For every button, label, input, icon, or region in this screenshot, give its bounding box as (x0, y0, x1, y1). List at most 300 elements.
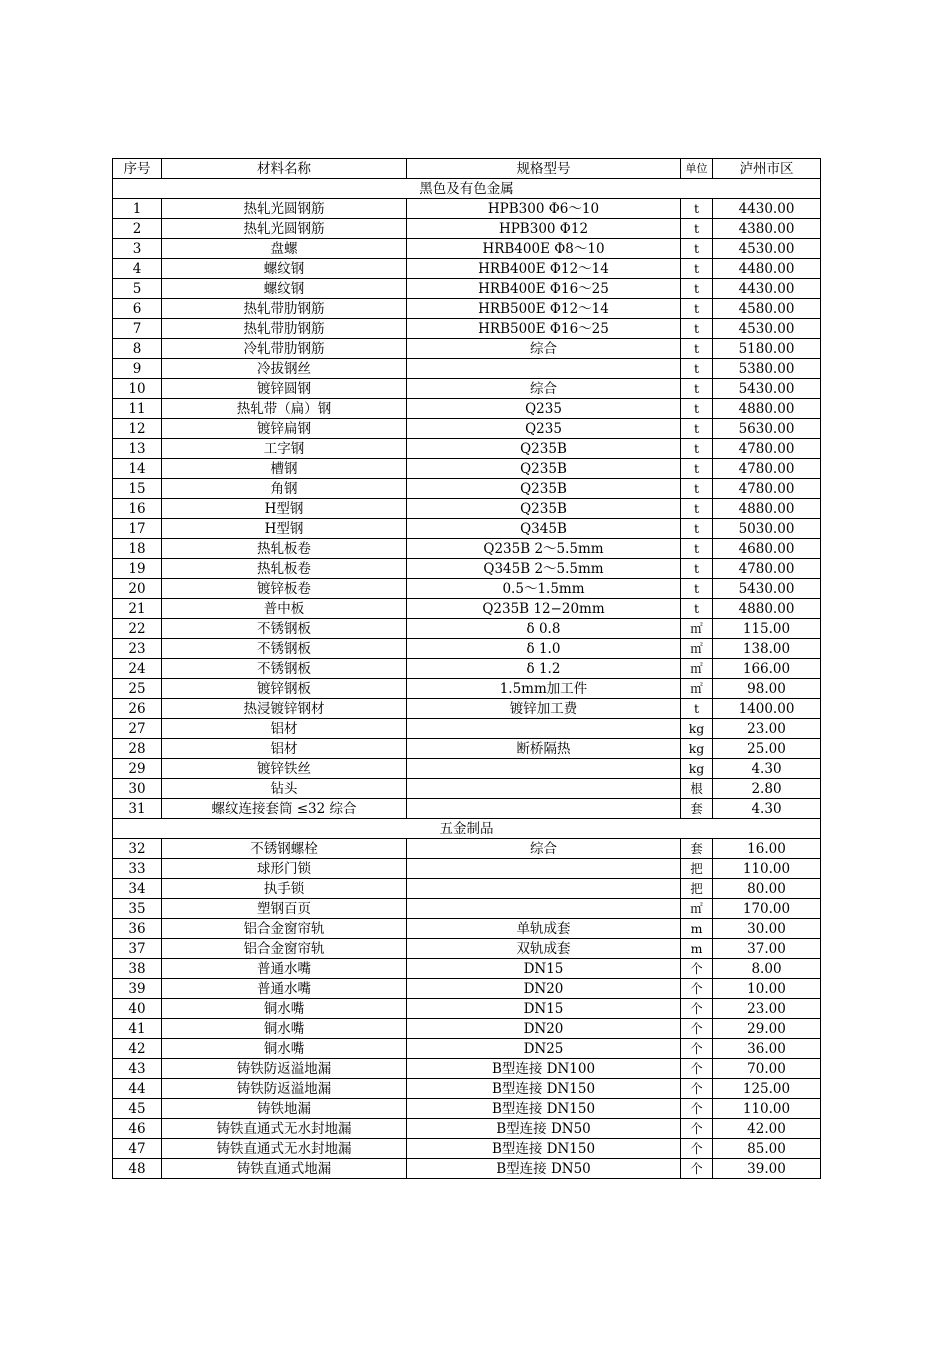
cell-spec: DN25 (407, 1039, 681, 1059)
cell-spec: HRB500E Φ16～25 (407, 319, 681, 339)
cell-spec: HRB500E Φ12～14 (407, 299, 681, 319)
table-row (113, 459, 821, 479)
cell-unit: t (681, 339, 713, 359)
cell-seq: 28 (113, 739, 162, 759)
cell-unit: t (681, 259, 713, 279)
cell-spec: HRB400E Φ16～25 (407, 279, 681, 299)
cell-spec: Q235B 12−20mm (407, 599, 681, 619)
cell-unit: 把 (681, 879, 713, 899)
table-row (113, 619, 821, 639)
cell-seq: 33 (113, 859, 162, 879)
cell-price: 39.00 (713, 1159, 821, 1179)
cell-seq: 37 (113, 939, 162, 959)
cell-seq: 41 (113, 1019, 162, 1039)
cell-name: 铸铁直通式地漏 (162, 1159, 407, 1179)
cell-name: 镀锌扁钢 (162, 419, 407, 439)
cell-seq: 5 (113, 279, 162, 299)
cell-price: 29.00 (713, 1019, 821, 1039)
table-row (113, 419, 821, 439)
cell-price: 4880.00 (713, 399, 821, 419)
cell-price: 2.80 (713, 779, 821, 799)
cell-name: 冷轧带肋钢筋 (162, 339, 407, 359)
table-row (113, 519, 821, 539)
cell-spec: B型连接 DN100 (407, 1059, 681, 1079)
table-row (113, 799, 821, 819)
cell-name: 执手锁 (162, 879, 407, 899)
cell-price: 80.00 (713, 879, 821, 899)
cell-price: 5630.00 (713, 419, 821, 439)
cell-unit: t (681, 219, 713, 239)
cell-name: 铜水嘴 (162, 1019, 407, 1039)
cell-name: 工字钢 (162, 439, 407, 459)
cell-price: 37.00 (713, 939, 821, 959)
cell-spec: Q235 (407, 399, 681, 419)
cell-name: 塑钢百页 (162, 899, 407, 919)
cell-spec (407, 359, 681, 379)
cell-price: 23.00 (713, 719, 821, 739)
cell-seq: 7 (113, 319, 162, 339)
cell-unit: t (681, 239, 713, 259)
table-row (113, 579, 821, 599)
table-row (113, 839, 821, 859)
cell-unit: t (681, 599, 713, 619)
cell-unit: t (681, 579, 713, 599)
cell-unit: t (681, 559, 713, 579)
cell-name: 镀锌圆钢 (162, 379, 407, 399)
table-row (113, 1119, 821, 1139)
cell-price: 4780.00 (713, 559, 821, 579)
cell-name: 热浸镀锌钢材 (162, 699, 407, 719)
cell-price: 4.30 (713, 799, 821, 819)
cell-spec: Q235B (407, 459, 681, 479)
cell-spec (407, 879, 681, 899)
header-row (113, 159, 821, 179)
header-unit: 单位 (681, 159, 713, 179)
cell-price: 110.00 (713, 1099, 821, 1119)
cell-price: 4380.00 (713, 219, 821, 239)
table-row (113, 219, 821, 239)
cell-price: 85.00 (713, 1139, 821, 1159)
cell-name: 球形门锁 (162, 859, 407, 879)
header-name: 材料名称 (162, 159, 407, 179)
cell-unit: t (681, 439, 713, 459)
cell-name: 螺纹连接套筒 ≤32 综合 (162, 799, 407, 819)
cell-unit: kg (681, 739, 713, 759)
cell-seq: 14 (113, 459, 162, 479)
cell-price: 170.00 (713, 899, 821, 919)
cell-seq: 27 (113, 719, 162, 739)
cell-name: 镀锌钢板 (162, 679, 407, 699)
cell-seq: 6 (113, 299, 162, 319)
cell-name: 热轧光圆钢筋 (162, 219, 407, 239)
cell-spec: 双轨成套 (407, 939, 681, 959)
cell-price: 42.00 (713, 1119, 821, 1139)
cell-price: 36.00 (713, 1039, 821, 1059)
table-row (113, 659, 821, 679)
cell-seq: 46 (113, 1119, 162, 1139)
table-row (113, 1039, 821, 1059)
cell-seq: 1 (113, 199, 162, 219)
cell-seq: 17 (113, 519, 162, 539)
table-row (113, 679, 821, 699)
cell-seq: 42 (113, 1039, 162, 1059)
cell-price: 98.00 (713, 679, 821, 699)
cell-seq: 23 (113, 639, 162, 659)
table-row (113, 939, 821, 959)
cell-price: 4530.00 (713, 239, 821, 259)
cell-unit: t (681, 399, 713, 419)
cell-spec: Q235B (407, 439, 681, 459)
cell-unit: t (681, 459, 713, 479)
table-row (113, 239, 821, 259)
cell-seq: 34 (113, 879, 162, 899)
table-row (113, 339, 821, 359)
cell-name: 铝材 (162, 739, 407, 759)
table-row (113, 539, 821, 559)
cell-price: 115.00 (713, 619, 821, 639)
cell-spec: B型连接 DN150 (407, 1139, 681, 1159)
table-row (113, 599, 821, 619)
cell-price: 5380.00 (713, 359, 821, 379)
cell-unit: t (681, 299, 713, 319)
table-row (113, 899, 821, 919)
cell-spec (407, 779, 681, 799)
table-row (113, 379, 821, 399)
cell-price: 30.00 (713, 919, 821, 939)
cell-name: H型钢 (162, 519, 407, 539)
cell-price: 110.00 (713, 859, 821, 879)
table-row (113, 879, 821, 899)
cell-spec (407, 759, 681, 779)
cell-price: 4480.00 (713, 259, 821, 279)
cell-price: 5430.00 (713, 379, 821, 399)
cell-spec: DN15 (407, 999, 681, 1019)
cell-seq: 44 (113, 1079, 162, 1099)
cell-price: 4780.00 (713, 479, 821, 499)
table-row (113, 199, 821, 219)
cell-seq: 10 (113, 379, 162, 399)
cell-spec: Q345B (407, 519, 681, 539)
cell-seq: 36 (113, 919, 162, 939)
cell-unit: 个 (681, 1079, 713, 1099)
cell-name: 铸铁地漏 (162, 1099, 407, 1119)
cell-unit: 把 (681, 859, 713, 879)
cell-unit: t (681, 699, 713, 719)
cell-unit: t (681, 479, 713, 499)
cell-seq: 22 (113, 619, 162, 639)
cell-seq: 32 (113, 839, 162, 859)
cell-unit: 套 (681, 839, 713, 859)
cell-unit: ㎡ (681, 619, 713, 639)
table-row (113, 299, 821, 319)
cell-name: 热轧光圆钢筋 (162, 199, 407, 219)
cell-spec: HPB300 Φ12 (407, 219, 681, 239)
cell-unit: kg (681, 759, 713, 779)
cell-price: 5030.00 (713, 519, 821, 539)
cell-spec: DN20 (407, 1019, 681, 1039)
table-row (113, 719, 821, 739)
cell-spec (407, 799, 681, 819)
cell-spec: 断桥隔热 (407, 739, 681, 759)
cell-spec (407, 899, 681, 919)
cell-spec: B型连接 DN150 (407, 1099, 681, 1119)
cell-spec: δ 0.8 (407, 619, 681, 639)
cell-spec: 单轨成套 (407, 919, 681, 939)
table-row (113, 859, 821, 879)
cell-seq: 31 (113, 799, 162, 819)
cell-name: 热轧带肋钢筋 (162, 299, 407, 319)
cell-unit: t (681, 359, 713, 379)
cell-seq: 30 (113, 779, 162, 799)
cell-seq: 24 (113, 659, 162, 679)
cell-price: 125.00 (713, 1079, 821, 1099)
cell-unit: 个 (681, 1139, 713, 1159)
cell-spec (407, 719, 681, 739)
cell-price: 16.00 (713, 839, 821, 859)
cell-unit: t (681, 419, 713, 439)
cell-price: 1400.00 (713, 699, 821, 719)
cell-seq: 4 (113, 259, 162, 279)
cell-name: 铝材 (162, 719, 407, 739)
cell-seq: 18 (113, 539, 162, 559)
cell-seq: 29 (113, 759, 162, 779)
cell-name: 铸铁直通式无水封地漏 (162, 1119, 407, 1139)
cell-seq: 20 (113, 579, 162, 599)
cell-unit: t (681, 539, 713, 559)
cell-name: 铸铁防返溢地漏 (162, 1059, 407, 1079)
cell-name: 镀锌板卷 (162, 579, 407, 599)
cell-price: 4530.00 (713, 319, 821, 339)
cell-name: 铜水嘴 (162, 999, 407, 1019)
cell-seq: 15 (113, 479, 162, 499)
cell-price: 138.00 (713, 639, 821, 659)
table-row (113, 559, 821, 579)
cell-unit: t (681, 499, 713, 519)
table-row (113, 279, 821, 299)
header-spec: 规格型号 (407, 159, 681, 179)
cell-unit: ㎡ (681, 639, 713, 659)
cell-spec: HRB400E Φ12～14 (407, 259, 681, 279)
table-row (113, 1059, 821, 1079)
cell-seq: 48 (113, 1159, 162, 1179)
cell-unit: 个 (681, 999, 713, 1019)
cell-price: 4780.00 (713, 439, 821, 459)
cell-seq: 9 (113, 359, 162, 379)
table-row (113, 359, 821, 379)
cell-name: 钻头 (162, 779, 407, 799)
cell-name: 铜水嘴 (162, 1039, 407, 1059)
cell-unit: 个 (681, 1119, 713, 1139)
cell-unit: m (681, 919, 713, 939)
table-row (113, 739, 821, 759)
section-title: 黑色及有色金属 (113, 179, 821, 199)
cell-price: 25.00 (713, 739, 821, 759)
cell-name: 不锈钢板 (162, 619, 407, 639)
table-row (113, 979, 821, 999)
cell-unit: ㎡ (681, 679, 713, 699)
table-row (113, 259, 821, 279)
cell-spec: δ 1.0 (407, 639, 681, 659)
cell-spec: Q235 (407, 419, 681, 439)
section-header-row (113, 819, 821, 839)
table-row (113, 1019, 821, 1039)
table-row (113, 779, 821, 799)
cell-unit: t (681, 199, 713, 219)
table-row (113, 639, 821, 659)
cell-unit: ㎡ (681, 659, 713, 679)
cell-spec: Q345B 2～5.5mm (407, 559, 681, 579)
section-title: 五金制品 (113, 819, 821, 839)
cell-spec: Q235B 2～5.5mm (407, 539, 681, 559)
cell-price: 166.00 (713, 659, 821, 679)
table-body (113, 179, 821, 1179)
cell-seq: 19 (113, 559, 162, 579)
cell-name: 铸铁防返溢地漏 (162, 1079, 407, 1099)
table-row (113, 1079, 821, 1099)
cell-spec: 综合 (407, 379, 681, 399)
cell-name: 螺纹钢 (162, 279, 407, 299)
table-row (113, 1159, 821, 1179)
cell-name: 盘螺 (162, 239, 407, 259)
cell-spec: 1.5mm加工件 (407, 679, 681, 699)
cell-unit: 根 (681, 779, 713, 799)
cell-spec: 镀锌加工费 (407, 699, 681, 719)
cell-seq: 25 (113, 679, 162, 699)
cell-price: 4880.00 (713, 499, 821, 519)
cell-name: 镀锌铁丝 (162, 759, 407, 779)
cell-name: 螺纹钢 (162, 259, 407, 279)
cell-seq: 47 (113, 1139, 162, 1159)
cell-spec: Q235B (407, 479, 681, 499)
cell-unit: 个 (681, 1019, 713, 1039)
cell-spec: DN20 (407, 979, 681, 999)
cell-spec: Q235B (407, 499, 681, 519)
cell-seq: 45 (113, 1099, 162, 1119)
table-row (113, 699, 821, 719)
cell-name: 普通水嘴 (162, 959, 407, 979)
cell-spec: 综合 (407, 339, 681, 359)
cell-seq: 43 (113, 1059, 162, 1079)
cell-unit: 套 (681, 799, 713, 819)
cell-price: 4430.00 (713, 279, 821, 299)
cell-price: 5430.00 (713, 579, 821, 599)
cell-spec: B型连接 DN50 (407, 1119, 681, 1139)
cell-price: 70.00 (713, 1059, 821, 1079)
cell-name: 不锈钢板 (162, 659, 407, 679)
cell-seq: 35 (113, 899, 162, 919)
cell-name: 冷拔钢丝 (162, 359, 407, 379)
cell-price: 4680.00 (713, 539, 821, 559)
cell-seq: 12 (113, 419, 162, 439)
cell-spec: B型连接 DN150 (407, 1079, 681, 1099)
cell-price: 4880.00 (713, 599, 821, 619)
cell-price: 4.30 (713, 759, 821, 779)
cell-seq: 39 (113, 979, 162, 999)
table-row (113, 919, 821, 939)
cell-seq: 38 (113, 959, 162, 979)
table-row (113, 399, 821, 419)
cell-unit: kg (681, 719, 713, 739)
table-row (113, 439, 821, 459)
cell-spec: 综合 (407, 839, 681, 859)
cell-unit: t (681, 279, 713, 299)
cell-unit: t (681, 379, 713, 399)
cell-name: 热轧板卷 (162, 539, 407, 559)
cell-name: 普中板 (162, 599, 407, 619)
table-row (113, 999, 821, 1019)
cell-seq: 26 (113, 699, 162, 719)
table-row (113, 759, 821, 779)
cell-unit: t (681, 519, 713, 539)
cell-spec: 0.5～1.5mm (407, 579, 681, 599)
cell-spec: DN15 (407, 959, 681, 979)
table-row (113, 1099, 821, 1119)
cell-spec: δ 1.2 (407, 659, 681, 679)
cell-unit: m (681, 939, 713, 959)
cell-price: 4780.00 (713, 459, 821, 479)
cell-name: H型钢 (162, 499, 407, 519)
cell-name: 铸铁直通式无水封地漏 (162, 1139, 407, 1159)
cell-seq: 2 (113, 219, 162, 239)
cell-seq: 21 (113, 599, 162, 619)
cell-price: 23.00 (713, 999, 821, 1019)
cell-unit: ㎡ (681, 899, 713, 919)
cell-seq: 11 (113, 399, 162, 419)
cell-price: 4580.00 (713, 299, 821, 319)
cell-spec: B型连接 DN50 (407, 1159, 681, 1179)
cell-unit: 个 (681, 1059, 713, 1079)
cell-name: 热轧带肋钢筋 (162, 319, 407, 339)
cell-seq: 16 (113, 499, 162, 519)
cell-seq: 8 (113, 339, 162, 359)
table-row (113, 959, 821, 979)
cell-unit: 个 (681, 979, 713, 999)
cell-name: 不锈钢板 (162, 639, 407, 659)
cell-name: 不锈钢螺栓 (162, 839, 407, 859)
cell-unit: 个 (681, 1039, 713, 1059)
cell-price: 5180.00 (713, 339, 821, 359)
material-price-table (112, 158, 821, 1179)
cell-name: 槽钢 (162, 459, 407, 479)
header-seq: 序号 (113, 159, 162, 179)
section-header-row (113, 179, 821, 199)
cell-name: 角钢 (162, 479, 407, 499)
cell-seq: 13 (113, 439, 162, 459)
cell-spec: HRB400E Φ8～10 (407, 239, 681, 259)
table-row (113, 499, 821, 519)
header-price: 泸州市区 (713, 159, 821, 179)
cell-name: 铝合金窗帘轨 (162, 939, 407, 959)
cell-unit: 个 (681, 959, 713, 979)
cell-price: 8.00 (713, 959, 821, 979)
table-row (113, 479, 821, 499)
cell-unit: t (681, 319, 713, 339)
cell-spec: HPB300 Φ6～10 (407, 199, 681, 219)
cell-unit: 个 (681, 1099, 713, 1119)
cell-unit: 个 (681, 1159, 713, 1179)
cell-name: 铝合金窗帘轨 (162, 919, 407, 939)
cell-seq: 3 (113, 239, 162, 259)
cell-price: 4430.00 (713, 199, 821, 219)
cell-name: 普通水嘴 (162, 979, 407, 999)
cell-price: 10.00 (713, 979, 821, 999)
cell-name: 热轧带（扁）钢 (162, 399, 407, 419)
cell-name: 热轧板卷 (162, 559, 407, 579)
table-row (113, 319, 821, 339)
table-row (113, 1139, 821, 1159)
cell-spec (407, 859, 681, 879)
cell-seq: 40 (113, 999, 162, 1019)
